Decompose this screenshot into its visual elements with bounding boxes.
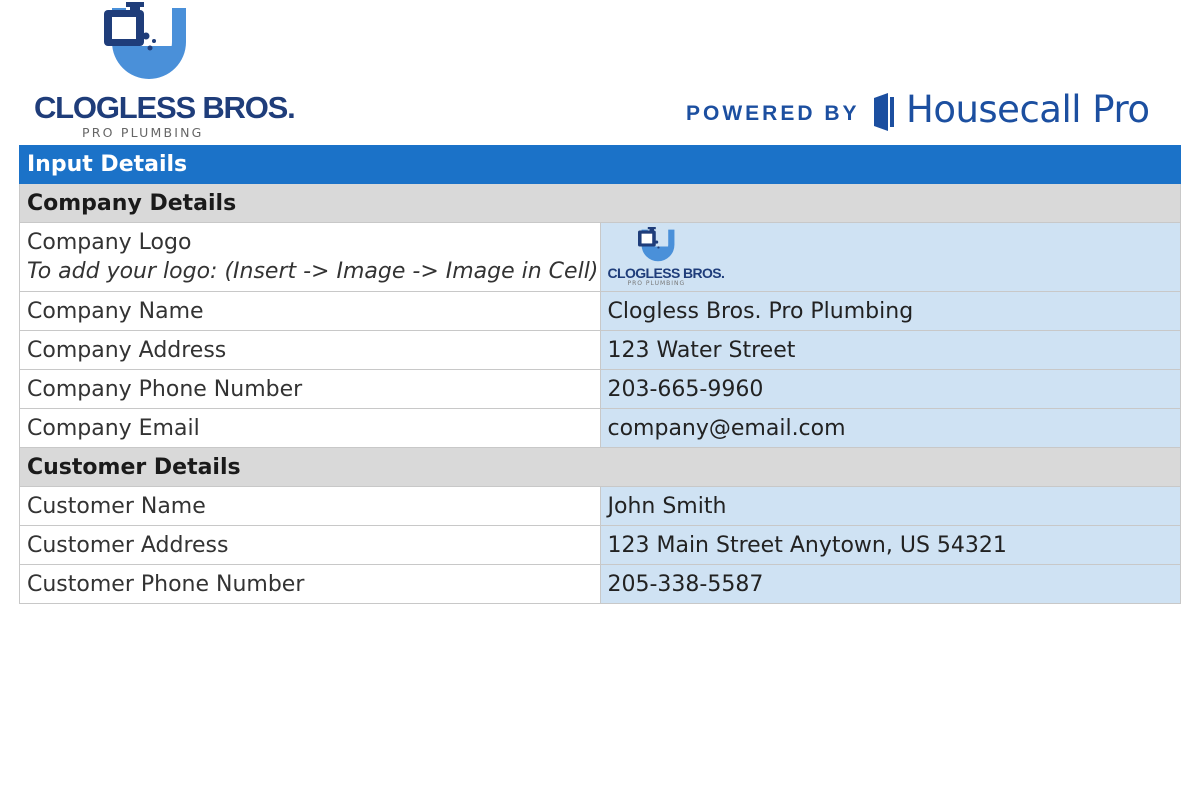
section-row: [20, 448, 1181, 487]
cell-logo-name: CLOGLESS BROS.: [607, 265, 725, 281]
value-company-address[interactable]: 123 Water Street: [600, 331, 1181, 370]
label-company-name[interactable]: Company Name: [20, 292, 601, 331]
table-header-row: [20, 146, 1181, 184]
table-row: [20, 487, 1181, 526]
logo-subtitle: PRO PLUMBING: [82, 125, 204, 140]
table-row: [20, 526, 1181, 565]
company-logo-hint: To add your logo: (Insert -> Image -> Image in Cell): [27, 259, 599, 284]
table-row: [20, 331, 1181, 370]
label-company-logo[interactable]: [20, 223, 601, 292]
value-company-logo[interactable]: [600, 223, 1181, 292]
table-header[interactable]: Input Details: [20, 146, 1181, 184]
label-company-address[interactable]: Company Address: [20, 331, 601, 370]
logo-name: CLOGLESS BROS.: [34, 90, 295, 125]
value-company-phone[interactable]: 203-665-9960: [600, 370, 1181, 409]
section-company-details[interactable]: Company Details: [20, 184, 1181, 223]
value-company-name[interactable]: Clogless Bros. Pro Plumbing: [600, 292, 1181, 331]
housecall-pro-icon: [872, 92, 896, 132]
table-row-company-logo: [20, 223, 1181, 292]
label-customer-name[interactable]: Customer Name: [20, 487, 601, 526]
powered-by-label: POWERED BY: [686, 102, 860, 125]
value-customer-name[interactable]: John Smith: [600, 487, 1181, 526]
plumbing-u-icon: [638, 227, 678, 267]
section-row: [20, 184, 1181, 223]
powered-by-banner: [686, 84, 1176, 136]
value-customer-address[interactable]: 123 Main Street Anytown, US 54321: [600, 526, 1181, 565]
company-logo-cell-image: [608, 225, 1174, 289]
value-company-email[interactable]: company@email.com: [600, 409, 1181, 448]
input-details-table: [19, 145, 1181, 604]
label-customer-address[interactable]: Customer Address: [20, 526, 601, 565]
label-company-phone[interactable]: Company Phone Number: [20, 370, 601, 409]
label-company-email[interactable]: Company Email: [20, 409, 601, 448]
company-logo: [30, 2, 295, 142]
cell-logo-subtitle: PRO PLUMBING: [627, 280, 686, 287]
table-row: [20, 565, 1181, 604]
section-customer-details[interactable]: Customer Details: [20, 448, 1181, 487]
plumbing-u-icon: [104, 2, 194, 92]
company-logo-label: Company Logo: [27, 230, 192, 255]
table-row: [20, 292, 1181, 331]
housecall-pro-name: Housecall Pro: [906, 88, 1150, 131]
value-customer-phone[interactable]: 205-338-5587: [600, 565, 1181, 604]
label-customer-phone[interactable]: Customer Phone Number: [20, 565, 601, 604]
table-row: [20, 370, 1181, 409]
table-row: [20, 409, 1181, 448]
